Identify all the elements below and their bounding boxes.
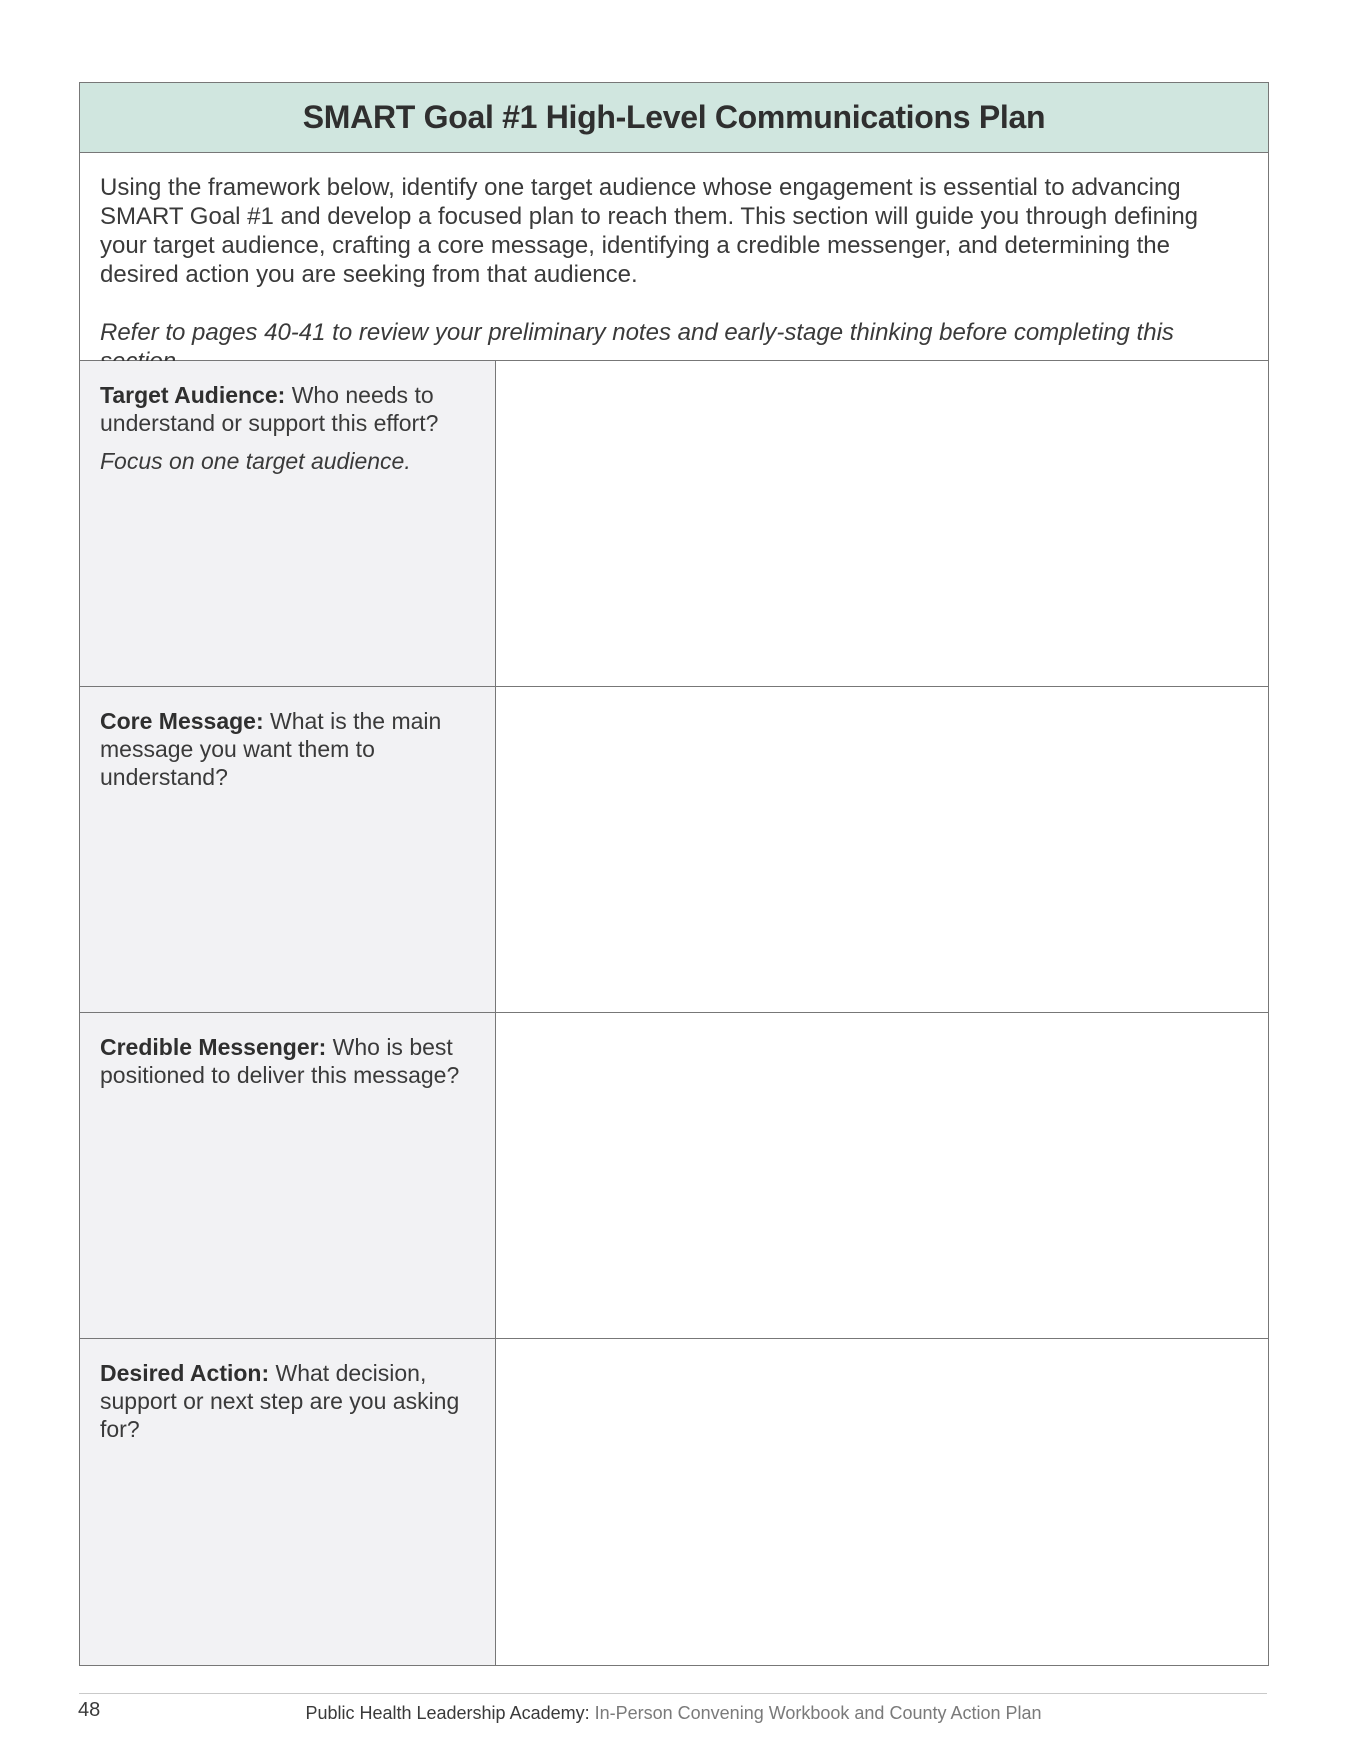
prompt-question: Who is best positioned to deliver this message? bbox=[100, 1034, 460, 1088]
prompt-label: Credible Messenger: bbox=[100, 1034, 327, 1060]
intro-paragraph: Using the framework below, identify one target audience whose engagement is essential to advancing SMART Goal #1 and develop a focused plan to reach them. This section will guide you through defining your target audience, crafting a core message, identifying a credible messenger, and determining the desired action you are seeking from that audience. bbox=[100, 174, 1199, 288]
answer-field-desired-action[interactable] bbox=[496, 1339, 1268, 1665]
title-bar bbox=[80, 83, 1268, 153]
prompt-label: Target Audience: bbox=[100, 382, 286, 408]
prompt-credible-messenger bbox=[100, 1033, 477, 1089]
prompt-question: Who needs to understand or support this effort? bbox=[100, 382, 439, 436]
prompt-cell-desired-action bbox=[80, 1339, 496, 1665]
prompt-label: Core Message: bbox=[100, 708, 264, 734]
prompt-hint: Focus on one target audience. bbox=[100, 448, 411, 474]
page-title: SMART Goal #1 High-Level Communications Plan bbox=[302, 99, 1046, 135]
prompt-label: Desired Action: bbox=[100, 1360, 270, 1386]
communications-plan-table bbox=[79, 82, 1269, 1666]
footer-divider bbox=[79, 1693, 1267, 1694]
answer-field-core-message[interactable] bbox=[496, 687, 1268, 1012]
intro-note: Refer to pages 40-41 to review your preliminary notes and early-stage thinking before completing this bbox=[100, 319, 1174, 346]
row-target-audience bbox=[80, 361, 1268, 687]
prompt-core-message bbox=[100, 707, 477, 791]
footer-publication-subtitle: In-Person Convening Workbook and County Action Plan bbox=[589, 1703, 1042, 1723]
prompt-question: What is the main message you want them to understand? bbox=[100, 708, 442, 790]
footer-publication bbox=[0, 1703, 1347, 1724]
prompt-question: What decision, support or next step are you asking for? bbox=[100, 1360, 460, 1442]
row-core-message bbox=[80, 687, 1268, 1013]
answer-field-credible-messenger[interactable] bbox=[496, 1013, 1268, 1338]
intro-section bbox=[80, 153, 1268, 361]
prompt-desired-action bbox=[100, 1359, 477, 1443]
page-number: 48 bbox=[78, 1699, 101, 1721]
prompt-cell-core-message bbox=[80, 687, 496, 1012]
prompt-cell-credible-messenger bbox=[80, 1013, 496, 1338]
prompt-cell-target-audience bbox=[80, 361, 496, 686]
footer-publication-name: Public Health Leadership Academy: bbox=[305, 1703, 590, 1723]
answer-field-target-audience[interactable] bbox=[496, 361, 1268, 686]
prompt-target-audience bbox=[100, 381, 477, 437]
row-credible-messenger bbox=[80, 1013, 1268, 1339]
row-desired-action bbox=[80, 1339, 1268, 1665]
